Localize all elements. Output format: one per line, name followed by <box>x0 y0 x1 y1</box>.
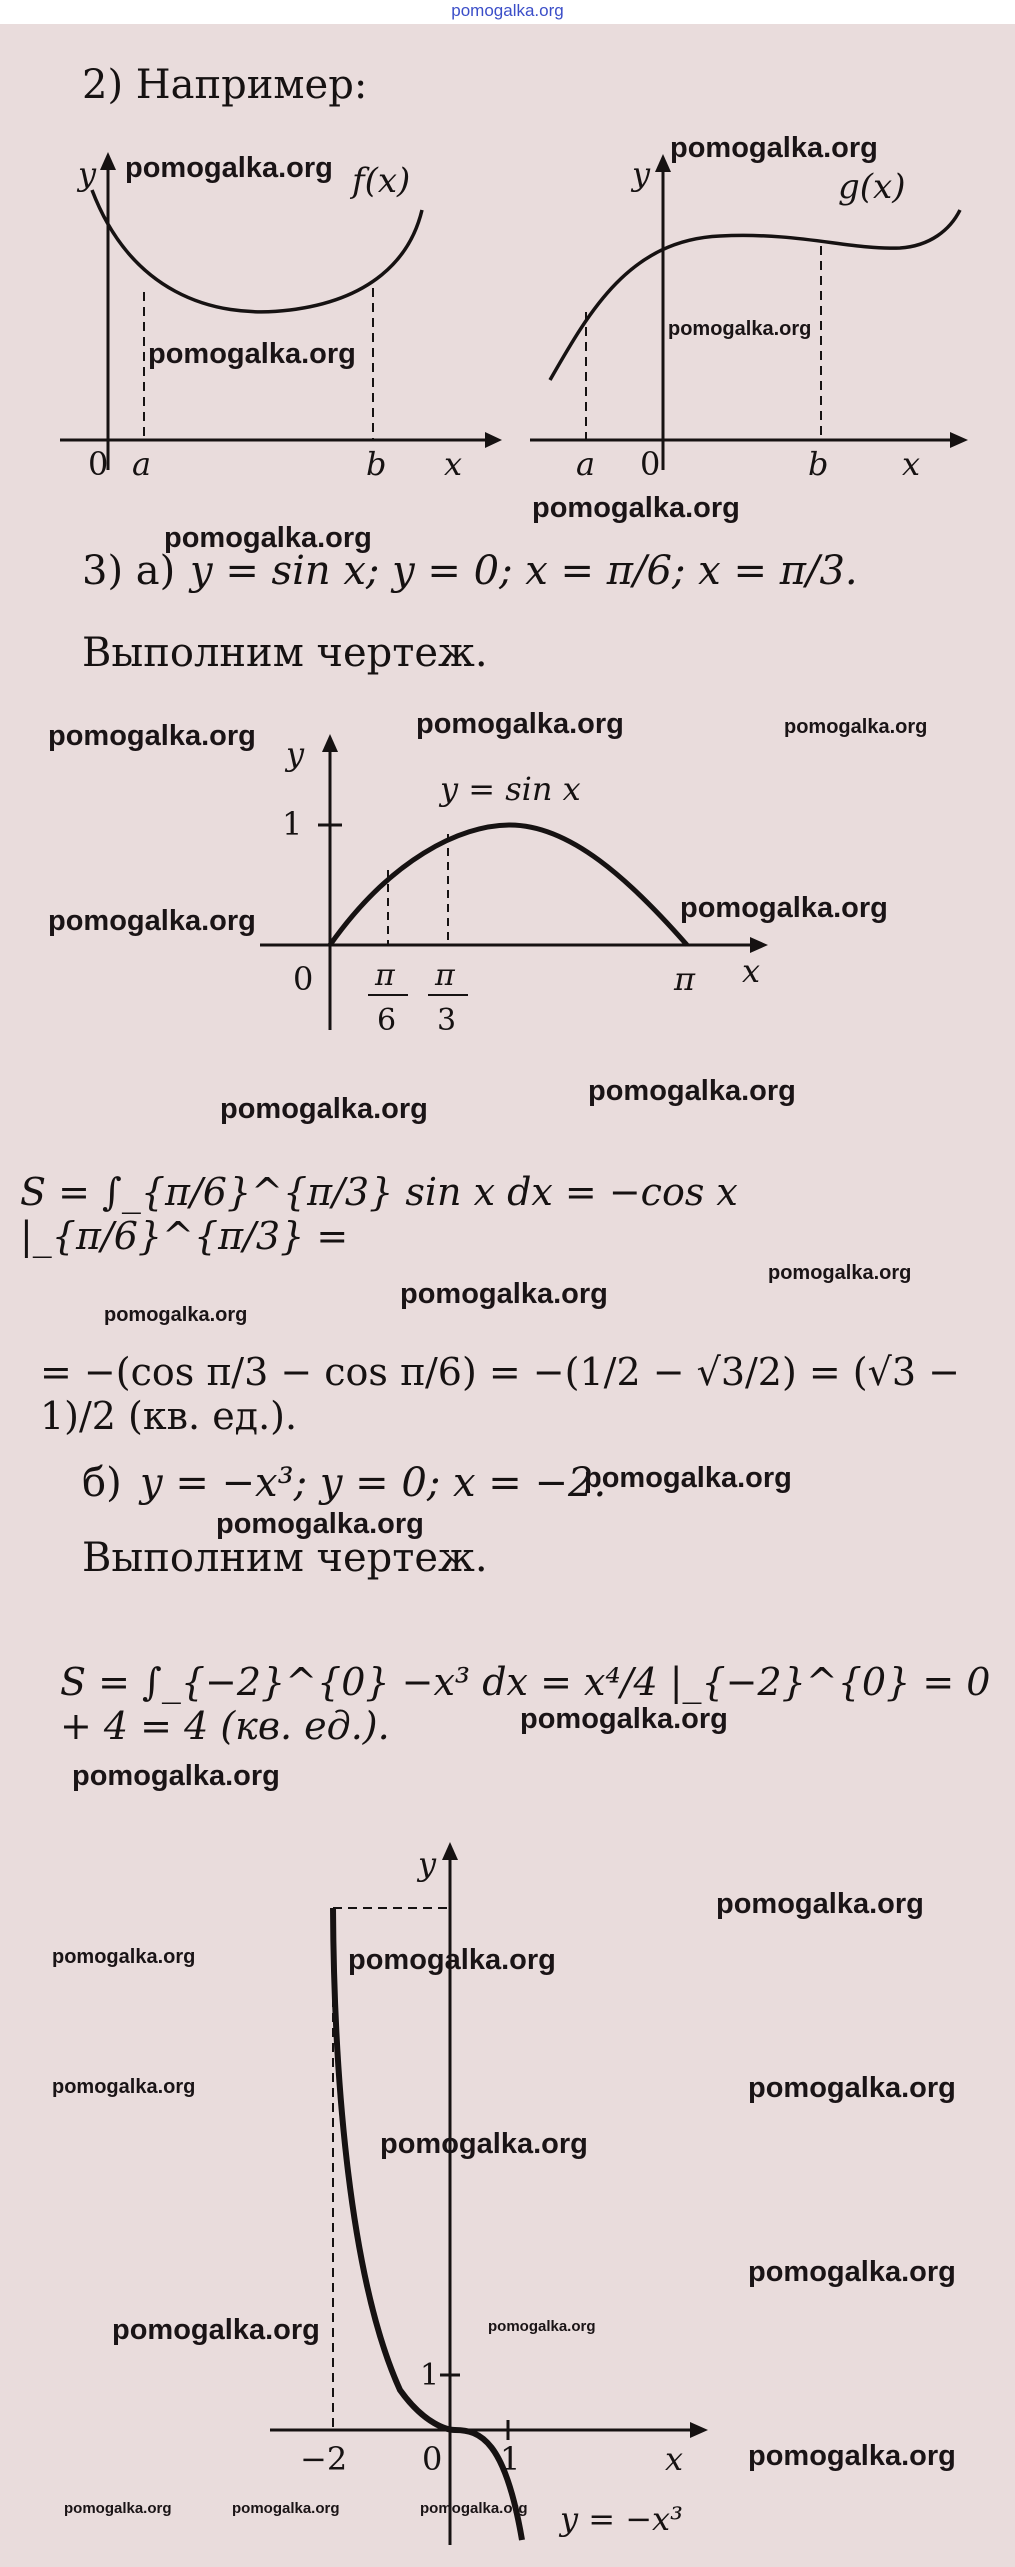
curve-label: y = sin x <box>440 770 581 808</box>
watermark: pomogalka.org <box>748 2072 956 2104</box>
graph-sin <box>250 720 810 1060</box>
watermark: pomogalka.org <box>716 1888 924 1920</box>
x-axis-arrow-icon <box>950 432 968 448</box>
watermark: pomogalka.org <box>532 492 740 524</box>
y-axis-arrow-icon <box>442 1842 458 1860</box>
watermark: pomogalka.org <box>588 1075 796 1107</box>
part3b-integral: S = ∫_{−2}^{0} −x³ dx = x⁴/4 |_{−2}^{0} = 0 + 4 = 4 (кв. ед.). <box>60 1660 991 1748</box>
tick-neg2-label: −2 <box>300 2440 348 2478</box>
curve-label: y = −x³ <box>560 2500 683 2538</box>
x-label: x <box>444 445 463 480</box>
part3a-instruction: Выполним чертеж. <box>82 630 488 676</box>
b-label: b <box>808 445 829 480</box>
watermark: pomogalka.org <box>64 2500 172 2517</box>
graph-g <box>520 140 1000 480</box>
watermark: pomogalka.org <box>488 2318 596 2335</box>
graph-f <box>40 140 510 480</box>
tick-1y-label: 1 <box>420 2358 440 2393</box>
watermark: pomogalka.org <box>52 1946 196 1968</box>
part2-heading: 2) Например: <box>82 62 368 108</box>
watermark: pomogalka.org <box>104 1304 248 1326</box>
watermark: pomogalka.org <box>380 2128 588 2160</box>
pi-label: π <box>674 960 696 998</box>
watermark: pomogalka.org <box>416 708 624 740</box>
watermark: pomogalka.org <box>584 1462 792 1494</box>
watermark: pomogalka.org <box>348 1944 556 1976</box>
graph-cubic <box>250 1830 770 2560</box>
watermark: pomogalka.org <box>748 2256 956 2288</box>
watermark: pomogalka.org <box>48 905 256 937</box>
x-label: x <box>665 2440 684 2478</box>
watermark: pomogalka.org <box>232 2500 340 2517</box>
watermark: pomogalka.org <box>112 2314 320 2346</box>
origin-label: 0 <box>422 2440 443 2478</box>
part3a-integral: S = ∫_{π/6}^{π/3} sin x dx = −cos x |_{π/6}^{π/3} = <box>20 1170 738 1258</box>
tick-1-label: 1 <box>282 805 303 843</box>
watermark: pomogalka.org <box>520 1703 728 1735</box>
watermark: pomogalka.org <box>72 1760 280 1792</box>
a-label: a <box>132 445 152 480</box>
origin-label: 0 <box>293 960 314 998</box>
curve-sin <box>330 825 687 945</box>
curve-g <box>550 210 960 380</box>
y-label: y <box>286 735 305 773</box>
y-axis-arrow-icon <box>655 154 671 172</box>
watermark: pomogalka.org <box>52 2076 196 2098</box>
x-axis-arrow-icon <box>750 937 768 953</box>
pi3-num: π <box>435 958 455 993</box>
x-axis-arrow-icon <box>485 432 502 448</box>
watermark: pomogalka.org <box>748 2440 956 2472</box>
watermark: pomogalka.org <box>216 1508 424 1540</box>
y-label: y <box>632 155 651 193</box>
tick-1x-label: 1 <box>500 2440 521 2478</box>
watermark: pomogalka.org <box>164 522 372 554</box>
a-label: a <box>576 445 596 480</box>
watermark: pomogalka.org <box>768 1262 912 1284</box>
watermark: pomogalka.org <box>148 338 356 370</box>
part3a-heading: 3) а) <box>82 548 176 594</box>
y-label: y <box>418 1845 437 1883</box>
watermark: pomogalka.org <box>784 716 928 738</box>
pi3-den: 3 <box>437 1003 457 1038</box>
pi6-den: 6 <box>377 1003 397 1038</box>
y-axis-arrow-icon <box>322 734 338 752</box>
x-axis-arrow-icon <box>690 2422 708 2438</box>
watermark: pomogalka.org <box>220 1093 428 1125</box>
fn-label: f(x) <box>352 161 411 201</box>
watermark: pomogalka.org <box>125 152 333 184</box>
part3a-equation: y = sin x; y = 0; x = π/6; x = π/3. <box>190 548 858 594</box>
origin-label: 0 <box>88 445 109 480</box>
watermark: pomogalka.org <box>668 318 812 340</box>
b-label: b <box>366 445 387 480</box>
site-banner: pomogalka.org <box>0 0 1015 24</box>
part3b-instruction: Выполним чертеж. <box>82 1535 488 1581</box>
x-label: x <box>902 445 921 480</box>
y-axis-arrow-icon <box>100 152 116 170</box>
part3a-result: = −(cos π/3 − cos π/6) = −(1/2 − √3/2) = (√3 − 1)/2 (кв. ед.). <box>40 1350 960 1438</box>
pi6-num: π <box>375 958 395 993</box>
part3b-heading: б) <box>82 1460 122 1506</box>
part3b-equation: y = −x³; y = 0; x = −2. <box>140 1460 607 1506</box>
watermark: pomogalka.org <box>680 892 888 924</box>
y-label: y <box>78 155 97 193</box>
watermark: pomogalka.org <box>48 720 256 752</box>
watermark: pomogalka.org <box>420 2500 528 2517</box>
fn-label: g(x) <box>838 167 906 207</box>
watermark: pomogalka.org <box>670 132 878 164</box>
x-label: x <box>742 952 761 990</box>
watermark: pomogalka.org <box>400 1278 608 1310</box>
origin-label: 0 <box>640 445 661 480</box>
